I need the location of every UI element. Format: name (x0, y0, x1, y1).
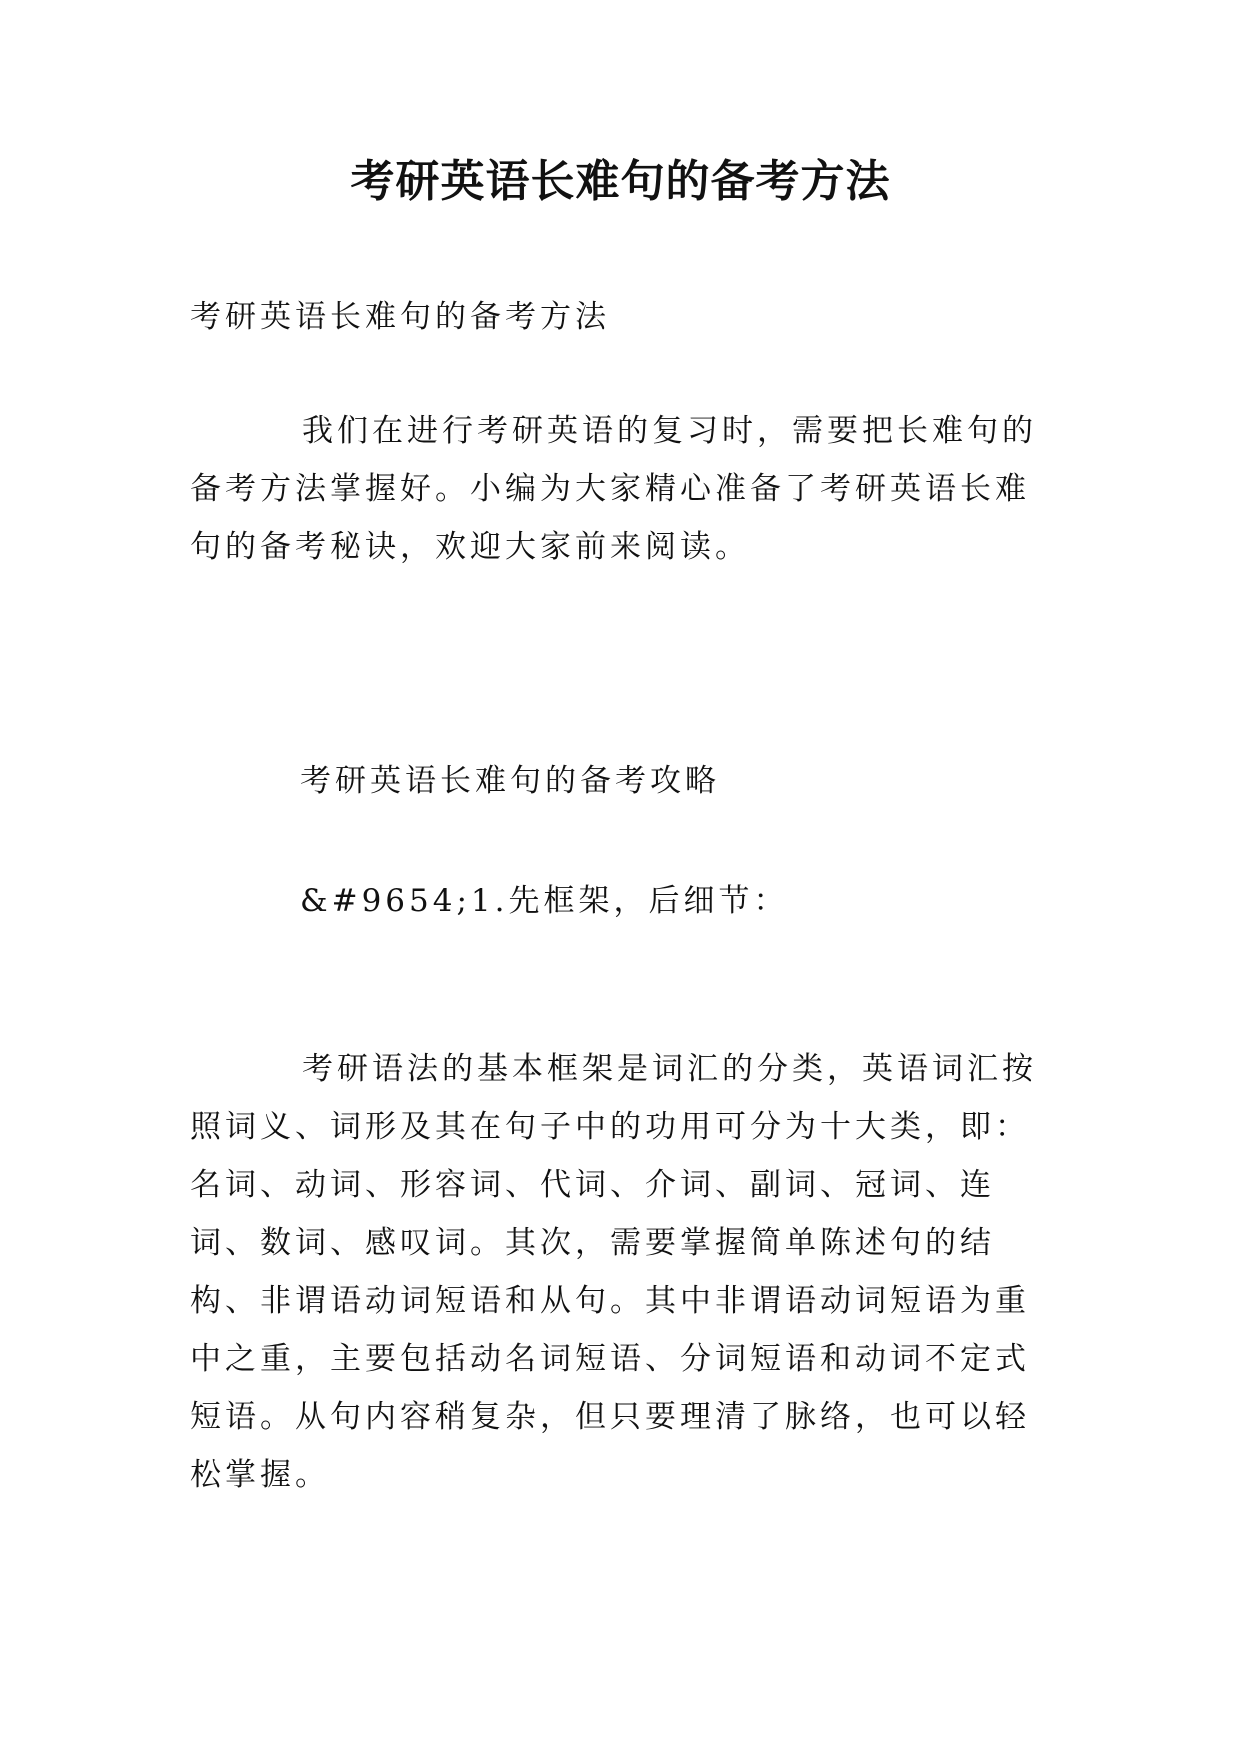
intro-paragraph: 我们在进行考研英语的复习时，需要把长难句的备考方法掌握好。小编为大家精心准备了考研英语长难句的备考秘诀，欢迎大家前来阅读。 (190, 413, 1037, 565)
step-heading: &#9654;1.先框架，后细节： (300, 883, 789, 919)
document-subtitle: 考研英语长难句的备考方法 (190, 299, 610, 335)
body-paragraph: 考研语法的基本框架是词汇的分类，英语词汇按照词义、词形及其在句子中的功用可分为十大类，即：名词、动词、形容词、代词、介词、副词、冠词、连词、数词、感叹词。其次，需要掌握简单陈述句的结构、非谓语动词短语和从句。其中非谓语动词短语为重中之重，主要包括动名词短语、分词短语和动词不定式短语。从句内容稍复杂，但只要理清了脉络，也可以轻松掌握。 (190, 1051, 1037, 1493)
section-heading: 考研英语长难句的备考攻略 (300, 763, 720, 799)
document-title: 考研英语长难句的备考方法 (350, 156, 891, 207)
